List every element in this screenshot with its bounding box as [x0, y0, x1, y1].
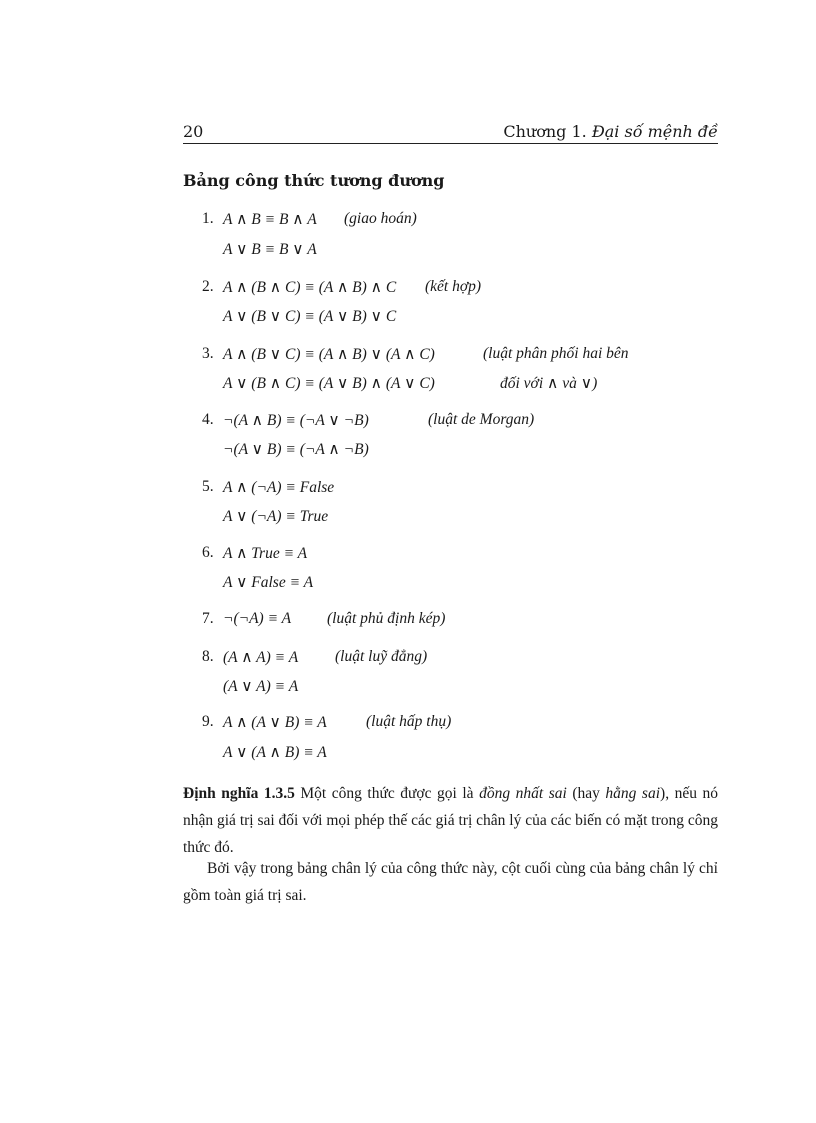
header-rule [183, 143, 718, 144]
formula: A ∨ (B ∨ C) ≡ (A ∨ B) ∨ C [223, 308, 397, 325]
formula: A ∧ True ≡ A [223, 545, 308, 562]
body-paragraph: Bởi vậy trong bảng chân lý của công thức này, cột cuối cùng của bảng chân lý chỉ gồm toàn giá trị sai. [183, 860, 718, 904]
formula: ¬(A ∧ B) ≡ (¬A ∨ ¬B) [223, 412, 369, 429]
formula: ¬(A ∨ B) ≡ (¬A ∧ ¬B) [223, 441, 369, 458]
definition-block [183, 780, 718, 861]
definition-term-a: đồng nhất sai [479, 785, 567, 802]
rule-note: (luật luỹ đẳng) [335, 648, 428, 665]
formula: A ∧ (A ∨ B) ≡ A [223, 714, 327, 731]
formula: A ∨ False ≡ A [223, 574, 314, 591]
definition-text-c: ), nếu nó nhận giá trị sai đối với mọi phép thế các giá trị chân lý của các biến có mặt trong công thức đó. [183, 785, 719, 856]
page-header [183, 122, 718, 144]
formula: A ∨ (¬A) ≡ True [223, 508, 329, 525]
chapter-prefix: Chương 1. [503, 122, 592, 141]
definition-paragraph [183, 780, 718, 861]
formula: ¬(¬A) ≡ A [223, 610, 292, 627]
chapter-title [503, 122, 718, 141]
rule-number: 7. [202, 610, 214, 627]
page-number: 20 [183, 122, 204, 141]
formula: A ∧ (B ∨ C) ≡ (A ∧ B) ∨ (A ∧ C) [223, 346, 435, 363]
body-paragraph-block [183, 855, 718, 909]
chapter-name: Đại số mệnh đề [591, 122, 718, 141]
formula: A ∧ (¬A) ≡ False [223, 479, 335, 496]
rule-note: (kết hợp) [425, 278, 482, 295]
rule-note: (luật phủ định kép) [327, 610, 446, 627]
rule-number: 3. [202, 345, 214, 362]
definition-text-b: (hay [566, 785, 606, 802]
rule-number: 5. [202, 478, 214, 495]
definition-term-b: hằng sai [605, 785, 661, 802]
formula: (A ∧ A) ≡ A [223, 649, 299, 666]
rule-number: 8. [202, 648, 214, 665]
rule-note: (luật de Morgan) [428, 411, 535, 428]
rule-note: đối với ∧ và ∨) [500, 375, 598, 392]
rule-note: (luật phân phối hai bên [483, 345, 629, 362]
formula: A ∨ (A ∧ B) ≡ A [223, 744, 327, 761]
rule-number: 4. [202, 411, 214, 428]
rule-note: (giao hoán) [344, 210, 417, 227]
section-title: Bảng công thức tương đương [183, 171, 445, 190]
rule-number: 1. [202, 210, 214, 227]
formula: A ∧ B ≡ B ∧ A [223, 211, 317, 228]
rule-note: (luật hấp thụ) [366, 713, 452, 730]
definition-label: Định nghĩa 1.3.5 [183, 785, 295, 802]
formula: A ∨ B ≡ B ∨ A [223, 241, 317, 258]
rule-number: 6. [202, 544, 214, 561]
formula: A ∨ (B ∧ C) ≡ (A ∨ B) ∧ (A ∨ C) [223, 375, 435, 392]
rule-number: 2. [202, 278, 214, 295]
definition-text-a: Một công thức được gọi là [294, 785, 480, 802]
formula: (A ∨ A) ≡ A [223, 678, 299, 695]
rule-number: 9. [202, 713, 214, 730]
formula: A ∧ (B ∧ C) ≡ (A ∧ B) ∧ C [223, 279, 397, 296]
